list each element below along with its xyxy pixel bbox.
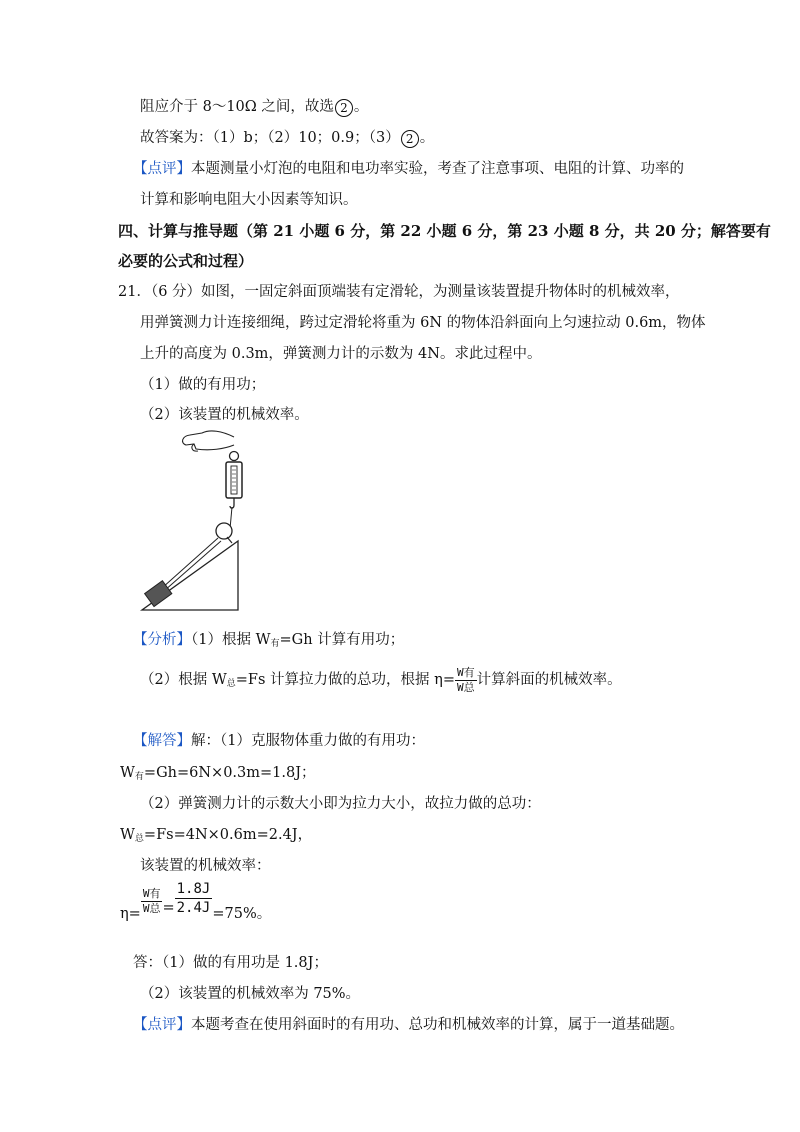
solution-text: 解：（1）克服物体重力做的有用功： bbox=[191, 733, 425, 749]
scale-hook bbox=[230, 498, 234, 508]
subscript: 总 bbox=[134, 834, 144, 844]
sub-question bbox=[140, 375, 265, 395]
comment-text: 本题考查在使用斜面时的有用功、总功和机械效率的计算，属于一道基础题。 bbox=[191, 1017, 684, 1033]
subscript: 总 bbox=[226, 679, 236, 689]
text: 阻应介于 8～10Ω 之间，故选 bbox=[140, 99, 334, 115]
circled-number: 2 bbox=[401, 130, 419, 148]
analysis-text: （2）根据 W bbox=[140, 672, 227, 688]
answer-text: 答：（1）做的有用功是 1.8J； bbox=[133, 955, 328, 971]
question-line bbox=[118, 282, 680, 302]
solution-tag: 【解答】 bbox=[133, 733, 191, 749]
solution-text: W bbox=[120, 765, 135, 781]
comment-line-cont bbox=[140, 190, 358, 210]
solution-line bbox=[133, 731, 425, 751]
comment-text: 计算和影响电阻大小因素等知识。 bbox=[140, 192, 358, 208]
fraction bbox=[141, 887, 163, 916]
analysis-text: =Fs 计算拉力做的总功，根据 η= bbox=[235, 672, 455, 688]
solution-text: W bbox=[120, 827, 135, 843]
pulley-icon bbox=[216, 523, 232, 539]
result-text: =75%。 bbox=[212, 906, 272, 922]
solution-line bbox=[140, 856, 271, 876]
analysis-line bbox=[140, 660, 622, 702]
analysis-text: 计算斜面的机械效率。 bbox=[476, 672, 622, 688]
subscript: 有 bbox=[270, 639, 280, 649]
fraction bbox=[175, 880, 213, 917]
answer-line bbox=[140, 128, 434, 148]
comment-line bbox=[133, 1015, 684, 1035]
analysis-tag: 【分析】 bbox=[133, 632, 191, 648]
question-line bbox=[140, 344, 541, 364]
scale-ring bbox=[230, 452, 239, 461]
comment-tag: 【点评】 bbox=[133, 1017, 191, 1033]
circled-number: 2 bbox=[335, 99, 353, 117]
comment-line bbox=[133, 159, 684, 179]
subscript: 有 bbox=[134, 772, 144, 782]
sub-question-text: （2）该装置的机械效率。 bbox=[140, 407, 309, 423]
text: 。 bbox=[419, 130, 435, 146]
solution-line bbox=[120, 825, 312, 847]
analysis-text: （1）根据 W bbox=[191, 632, 271, 648]
solution-text: （2）弹簧测力计的示数大小即为拉力大小，故拉力做的总功： bbox=[140, 796, 541, 812]
answer-text: （2）该装置的机械效率为 75%。 bbox=[140, 986, 361, 1002]
solution-text: =Gh=6N×0.3m=1.8J； bbox=[143, 765, 316, 781]
fraction-denominator: 2.4J bbox=[176, 900, 211, 916]
fraction-denominator: W总 bbox=[142, 902, 161, 915]
question-line bbox=[140, 313, 706, 333]
comment-tag: 【点评】 bbox=[133, 161, 191, 177]
incline-pulley-diagram bbox=[130, 425, 300, 617]
question-text: 21．（6 分）如图，一固定斜面顶端装有定滑轮，为测量该装置提升物体时的机械效率， bbox=[118, 284, 680, 300]
text: 。 bbox=[353, 99, 369, 115]
fraction bbox=[455, 666, 477, 695]
question-text: 用弹簧测力计连接细绳，跨过定滑轮将重为 6N 的物体沿斜面向上匀速拉动 0.6m，物体 bbox=[140, 315, 706, 331]
sub-question-text: （1）做的有用功； bbox=[140, 377, 266, 393]
answer-line bbox=[140, 984, 360, 1004]
efficiency-equation bbox=[120, 880, 271, 936]
section-title-line1: 四、计算与推导题（第 21 小题 6 分，第 22 小题 6 分，第 23 小题 8 分，共 20 分；解答要有 bbox=[118, 222, 771, 240]
text: 故答案为：（1）b；（2）10；0.9；（3） bbox=[140, 130, 400, 146]
answer-line bbox=[133, 953, 328, 973]
text-line bbox=[140, 97, 368, 117]
fraction-numerator: W有 bbox=[456, 665, 475, 679]
solution-text: =Fs=4N×0.6m=2.4J， bbox=[143, 827, 313, 843]
comment-text: 本题测量小灯泡的电阻和电功率实验，考查了注意事项、电阻的计算、功率的 bbox=[191, 161, 684, 177]
section-title bbox=[118, 221, 771, 241]
fraction-numerator: W有 bbox=[142, 887, 161, 900]
section-title-line2: 必要的公式和过程） bbox=[118, 252, 254, 270]
analysis-line bbox=[133, 630, 404, 652]
hand-icon bbox=[183, 431, 234, 450]
solution-line bbox=[120, 763, 316, 785]
solution-text: 该装置的机械效率： bbox=[140, 858, 271, 874]
solution-line bbox=[140, 794, 541, 814]
fraction-numerator: 1.8J bbox=[176, 881, 211, 897]
eta-symbol: η= bbox=[120, 906, 141, 922]
analysis-text: =Gh 计算有用功； bbox=[279, 632, 405, 648]
sub-question bbox=[140, 405, 309, 425]
fraction-denominator: W总 bbox=[456, 680, 475, 694]
equals-sign: = bbox=[162, 900, 175, 916]
section-title-cont bbox=[118, 251, 253, 271]
question-text: 上升的高度为 0.3m，弹簧测力计的示数为 4N。求此过程中。 bbox=[140, 346, 542, 362]
